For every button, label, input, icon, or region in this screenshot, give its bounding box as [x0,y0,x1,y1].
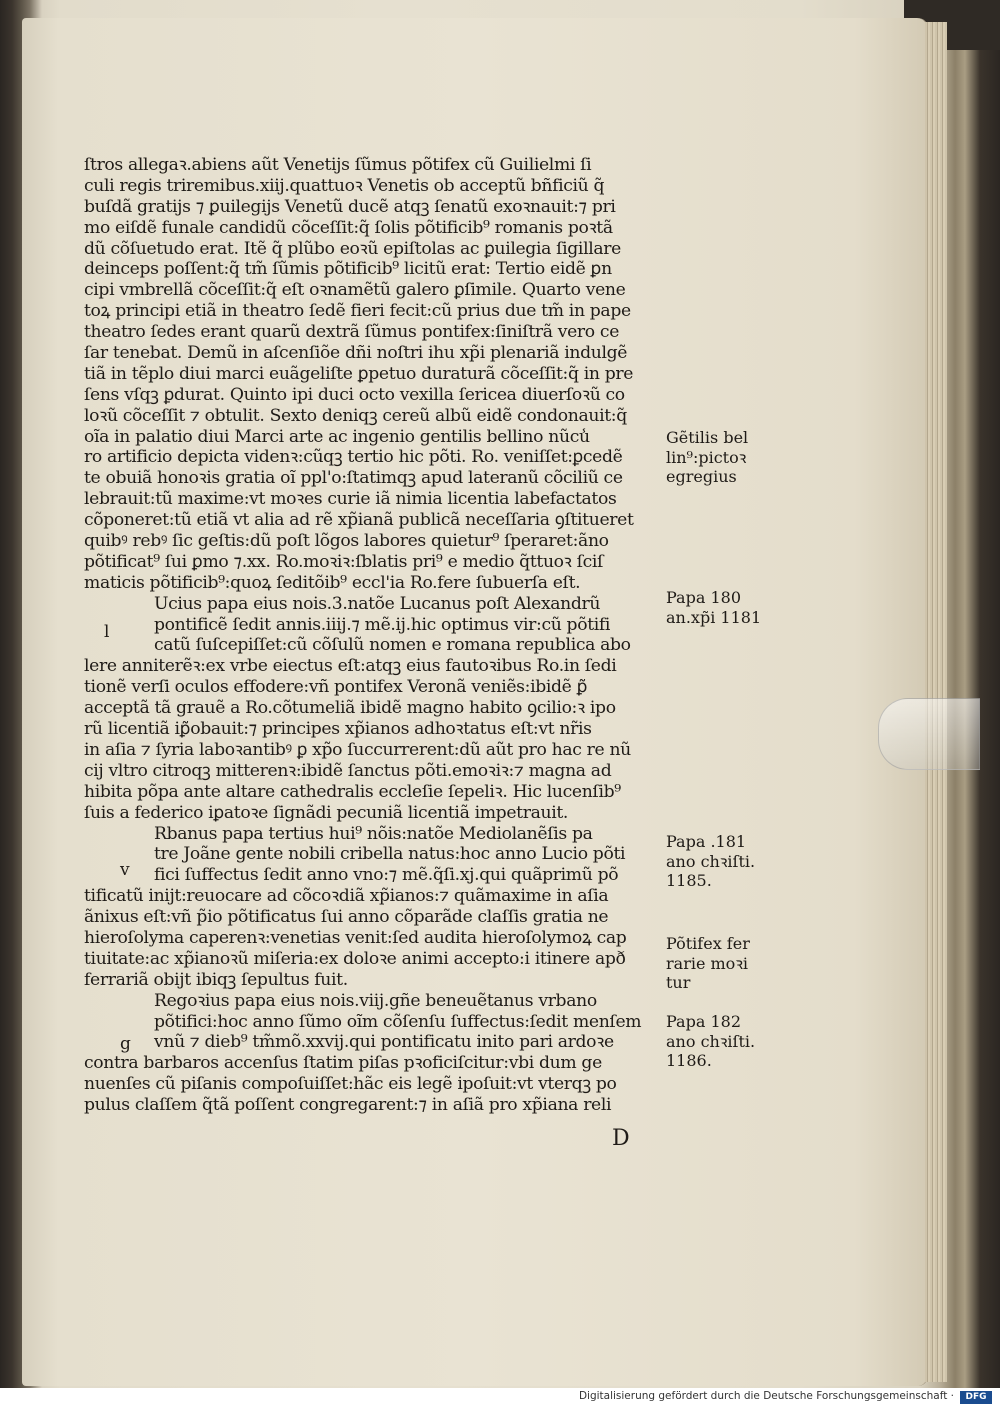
text-line: nuenſes cũ piſanis compoſuiſſet:hãc eis legẽ ipoſuit:vt vterqꝫ po [84,1074,617,1095]
text-line: ſuis a federico iꝑatoꝛe ſignãdi pecuniã licentiã impetrauit. [84,802,569,823]
margin-note-papa-180 [666,588,761,627]
initial-guide-lucius: l [104,622,110,642]
text-line: dũ cõſuetudo erat. Itẽ q̃ plũbo eoꝛũ epiſtolas ac ꝑuilegia ſigillare [84,238,621,259]
text-line: in aſia ⁊ ſyria laboꝛantibꝰ ꝑ xp̃o ſuccurrerent:dũ aũt pro hac re nũ [84,739,631,760]
margin-note-line: tur [666,973,691,992]
text-line: culi regis triremibus.xiij.quattuoꝛ Venetis ob acceptũ bñficiũ q̃ [84,175,605,196]
margin-note-line: 1185. [666,871,712,890]
text-line: põtifici:hoc anno ſũmo oĩm cõſenſu ſuffectus:ſedit menſem [154,1011,642,1032]
text-line: pulus claſſem q̃tã poſſent congregarent:⁊ in aſiã pro xp̃iana reli [84,1095,612,1116]
text-line: buſdã gratijs ⁊ ꝑuilegijs Venetũ ducẽ atqꝫ ſenatũ exoꝛnauit:⁊ pri [84,196,616,217]
text-line: cõponeret:tũ etiã vt alia ad rẽ xp̃ianã publicã neceſſaria ꝯſtitueret [84,510,634,531]
margin-note-line: egregius [666,467,737,486]
margin-note-line: 1186. [666,1051,712,1070]
text-line: hieroſolyma caperenꝛ:venetias venit:ſed audita hieroſolymoꝝ cap [84,927,627,948]
text-line: contra barbaros accenſus ſtatim piſas pꝛoficiſcitur:vbi dum ge [84,1053,602,1074]
text-line: ſtros allegaꝛ.abiens aũt Venetijs ſũmus põtifex cũ Guilielmi ſi [84,155,592,175]
text-line: tiuitate:ac xp̃ianoꝛũ miſeria:ex doloꝛe animi accepto:i itinere apð [84,948,626,969]
text-line: Regoꝛius papa eius nois.viij.gñe beneuẽtanus vrbano [154,990,597,1011]
text-line: catũ ſuſcepiſſet:cũ cõſulũ nomen e romana republica abo [154,635,631,656]
text-line: ro artificio depicta videnꝛ:cũqꝫ tertio hic põti. Ro. veniſſet:ꝑcedẽ [84,447,623,468]
text-line: hibita põpa ante altare cathedralis eccleſie ſepeliꝛ. Hic lucenſib⁹ [84,781,621,802]
text-line: te obuiã honoꝛis gratia oĩ ppl'o:ſtatimqꝫ apud lateranũ cõciliũ ce [84,468,623,489]
margin-note-line: rarie moꝛi [666,953,749,973]
funding-credit: Digitalisierung gefördert durch die Deutsche Forschungsgemeinschaft · [578,1390,954,1402]
margin-note-gentilis [666,428,748,487]
margin-note-pontifex [666,934,750,993]
plastic-clip [878,698,980,770]
margin-note-line: Papa .181 [666,832,747,851]
margin-note-line: Papa 182 [666,1012,741,1031]
margin-note-line: Põtifex fer [666,934,750,953]
text-line: loꝛũ cõceſſit ⁊ obtulit. Sexto deniqꝫ cereũ albũ eidẽ condonauit:q̃ [84,405,627,426]
margin-note-line: an.xp̃i 1181 [666,607,762,627]
text-line: tre Joãne gente nobili cribella natus:hoc anno Lucio põti [154,844,626,865]
margin-note-papa-181 [666,832,755,891]
text-line: lebrauit:tũ maxime:vt moꝛes curie iã nimia licentia labefactatos [84,489,617,510]
margin-note-papa-182 [666,1012,755,1071]
text-line: rũ licentiã iꝑ̃obauit:⁊ principes xp̃ianos adhoꝛtatus eſt:vt nr̃is [84,719,592,740]
text-line: maticis põtificib⁹:quoꝝ ſeditõib⁹ eccl'ia Ro.fere ſubuerſa eſt. [84,572,581,593]
margin-note-line: Papa 180 [666,588,741,607]
text-line: fici ſuffectus ſedit anno vno:⁊ mẽ.q̃ſi.xj.qui quãprimũ põ [154,865,619,886]
text-line: theatro ſedes erant quarũ dextrã ſũmus pontifex:ſiniſtrã vero ce [84,322,620,343]
text-line: ſens vſqꝫ ꝑdurat. Quinto ipi duci octo vexilla ſericea diuerſoꝛũ co [84,384,625,405]
text-line: tificatũ inijt:reuocare ad cõcoꝛdiã xp̃ianos:⁊ quãmaxime in aſia [84,886,609,907]
text-line: deinceps poſſent:q̃ tm̃ ſũmis põtificib⁹ licitũ erat: Tertio eidẽ ꝑn [84,259,612,280]
text-line: mo eiſdẽ funale candidũ cõceſſit:q̃ ſolis põtificib⁹ romanis poꝛtã [84,217,613,238]
text-line: cipi vmbrellã cõceſſit:q̃ eſt oꝛnamẽtũ galero ꝑſimile. Quarto vene [84,280,626,301]
text-line: Ucius papa eius nois.3.natõe Lucanus poſt Alexandrũ [154,593,601,614]
text-line: quibꝰ rebꝰ ſic geſtis:dũ poſt lõgos labores quietur⁹ ſperaret:ãno [84,531,609,552]
text-line: tiã in tẽplo diui marci euãgeliſte ꝑpetuo duraturã cõceſſit:q̃ in pre [84,363,634,384]
text-line: ſar tenebat. Demũ in aſcenſiõe dñi noſtri ihu xp̃i plenariã indulgẽ [84,343,628,364]
text-line: oĩa in palatio diui Marci arte ac ingenio gentilis bellino nũcu̾ [84,426,590,447]
initial-guide-urbanus: v [120,860,130,880]
text-line: ãnixus eſt:vñ p̃io põtificatus ſui anno cõparãde claſſis gratia ne [84,907,609,928]
margin-note-line: ano chꝛiſti. [666,1031,756,1051]
text-line: toꝝ principi etiã in theatro ſedẽ fieri fecit:cũ prius due tm̃ in pape [84,301,631,322]
text-line: pontificẽ ſedit annis.iiij.⁊ mẽ.ij.hic optimus vir:cũ põtifi [154,614,611,635]
signature-mark: D [612,1126,630,1151]
text-line: põtificat⁹ ſui ꝑmo ⁊.xx. Ro.moꝛiꝛ:ſblatis pri⁹ e medio q̃ttuoꝛ ſciſ [84,551,604,572]
initial-guide-gregorius: g [120,1034,131,1054]
margin-note-line: lin⁹:pictoꝛ [666,447,747,467]
text-line: lere anniterẽꝛ:ex vrbe eiectus eſt:atqꝫ eius fautoꝛibus Ro.in ſedi [84,656,617,677]
main-text-block [84,155,664,1116]
text-line: Rbanus papa tertius hui⁹ nõis:natõe Mediolanẽſis pa [154,823,593,844]
text-line: ferrariã obijt ibiqꝫ ſepultus fuit. [84,969,348,990]
text-line: tionẽ verſi oculos effodere:vñ pontifex Veronã veniẽs:ibidẽ ꝑ̃ [84,677,588,698]
dfg-logo: DFG [960,1391,992,1404]
text-line: cij vltro citroqꝫ mitterenꝛ:ibidẽ ſanctus põti.emoꝛiꝛ:⁊ magna ad [84,760,612,781]
text-line: acceptã tã grauẽ a Ro.cõtumeliã ibidẽ magno habito ꝯcilio:ꝛ ipo [84,698,616,719]
text-line: vnũ ⁊ dieb⁹ tm̃mõ.xxvij.qui pontificatu inito pari ardoꝛe [154,1032,614,1053]
margin-note-line: ano chꝛiſti. [666,851,756,871]
margin-note-line: Gẽtilis bel [666,428,749,447]
